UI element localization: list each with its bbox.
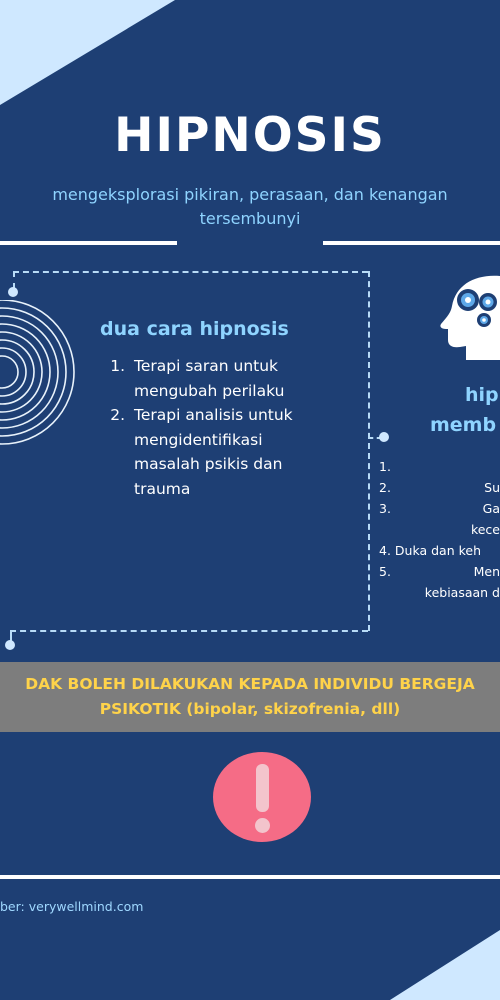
helps-item: 3. Ga <box>379 501 500 516</box>
two-ways-item: 2. Terapi analisis untuk mengidentifikasi masalah psikis dan trauma <box>130 403 380 501</box>
helps-item: kece <box>470 522 500 537</box>
subtitle-line-2: tersembunyi <box>199 209 301 228</box>
head-gears-icon <box>436 272 500 362</box>
connector-dot-bottom <box>5 640 15 650</box>
dashed-line-bottom <box>10 630 368 632</box>
subtitle-line-1: mengeksplorasi pikiran, perasaan, dan kenangan <box>52 185 448 204</box>
helps-item: 5. Men <box>379 564 500 579</box>
helps-item: kebiasaan d <box>424 585 500 600</box>
exclamation-bar <box>256 764 269 812</box>
warning-line-1: DAK BOLEH DILAKUKAN KEPADA INDIVIDU BERGEJA <box>25 675 475 693</box>
page-title: HIPNOSIS <box>114 108 386 163</box>
helps-heading-line-2: memb <box>430 414 497 436</box>
concentric-circles-icon <box>0 300 80 445</box>
connector-dot-top <box>8 287 18 297</box>
two-ways-list <box>100 354 380 501</box>
divider-right <box>323 241 500 245</box>
two-ways-heading: dua cara hipnosis <box>100 318 289 340</box>
page-subtitle <box>0 183 500 231</box>
helps-item: 2. Su <box>379 480 500 495</box>
two-ways-item: 1. Terapi saran untuk mengubah perilaku <box>130 354 380 403</box>
helps-item: 4. Duka dan keh <box>379 543 482 558</box>
exclamation-dot <box>255 818 270 833</box>
corner-decoration-top-left <box>0 0 175 105</box>
warning-banner-text <box>0 672 500 722</box>
divider-left <box>0 241 177 245</box>
warning-line-2: PSIKOTIK (bipolar, skizofrenia, dll) <box>99 700 401 718</box>
footer-divider <box>0 875 500 879</box>
helps-heading-line-1: hip <box>465 384 499 406</box>
helps-list <box>379 456 500 603</box>
corner-decoration-bottom-right <box>390 930 500 1000</box>
dashed-line-top <box>13 271 368 273</box>
connector-dot-right <box>379 432 389 442</box>
helps-item: 1. <box>379 459 391 474</box>
source-credit: ber: verywellmind.com <box>0 899 144 914</box>
